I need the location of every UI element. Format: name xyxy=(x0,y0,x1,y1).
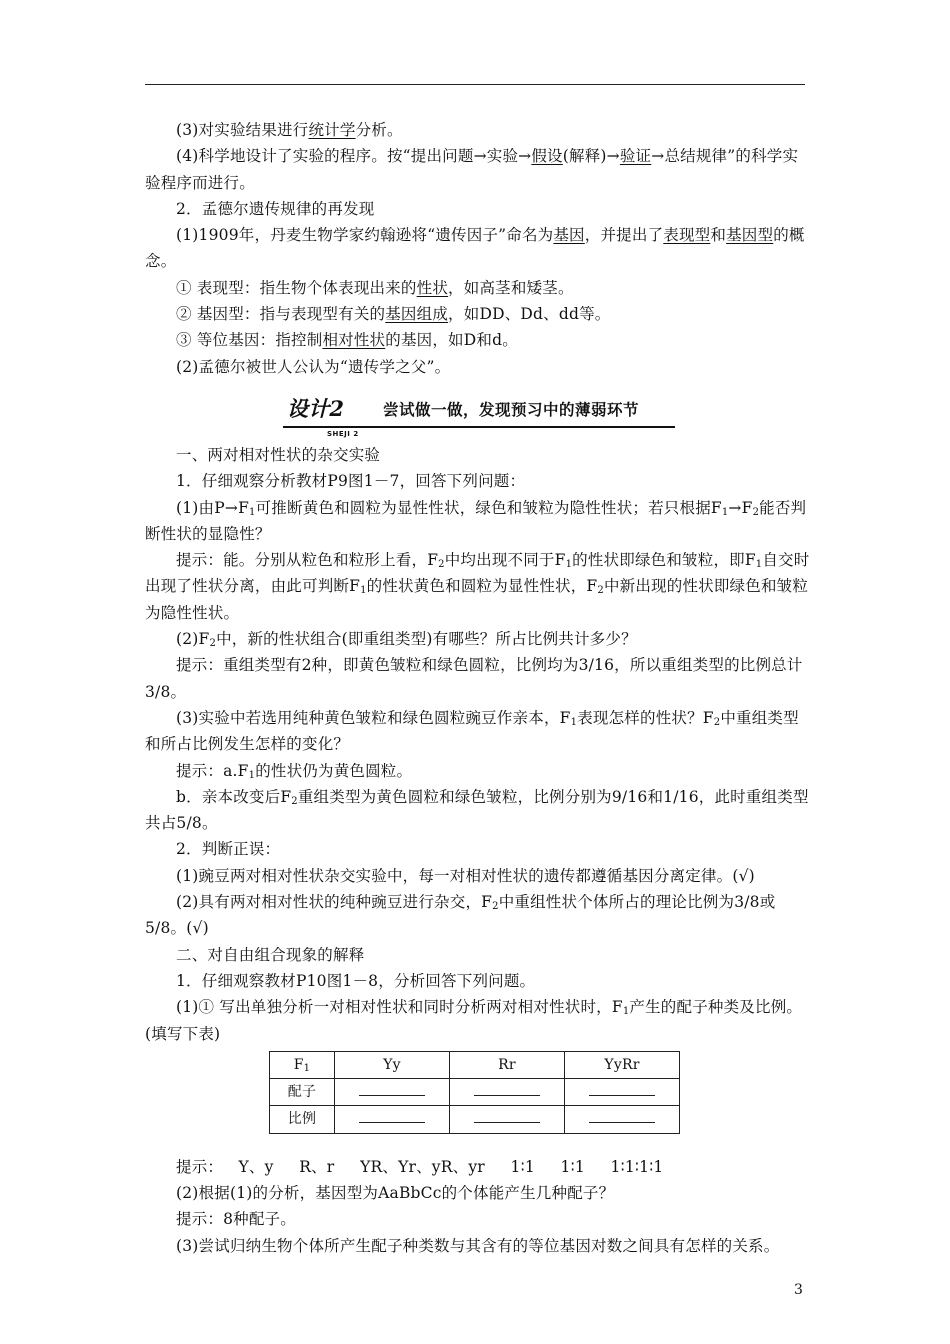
table-row xyxy=(270,1079,680,1106)
question: (3)尝试归纳生物个体所产生配子种类数与其含有的等位基因对数之间具有怎样的关系。 xyxy=(176,1236,780,1255)
section-banner xyxy=(145,384,810,440)
paragraph: 2．孟德尔遗传规律的再发现 xyxy=(176,199,375,218)
design-logo-icon xyxy=(283,395,379,438)
header-rule xyxy=(145,84,805,85)
judgment-item: (2)具有两对相对性状的纯种豌豆进行杂交，$F_2$中重组性状个体所占的理论比例为3/8或5/8。(√) xyxy=(145,893,776,938)
paragraph: ① 表现型：指生物个体表现出来的性状，如高茎和矮茎。 xyxy=(176,278,574,297)
fill-blank[interactable] xyxy=(450,1079,565,1106)
table-row-label: 比例 xyxy=(270,1106,335,1133)
logo-subtext: SHEJI 2 xyxy=(327,429,359,438)
fill-blank[interactable] xyxy=(335,1106,450,1133)
paragraph: ③ 等位基因：指控制相对性状的基因，如D和d。 xyxy=(176,331,518,350)
table-header-cell: YyRr xyxy=(565,1051,680,1078)
document-body xyxy=(145,117,810,1259)
question: 1．仔细观察分析教材P9图1－7，回答下列问题： xyxy=(176,472,526,491)
table-row xyxy=(270,1106,680,1133)
paragraph: (1)1909年，丹麦生物学家约翰逊将“遗传因子”命名为基因，并提出了表现型和基因型的概念。 xyxy=(145,226,805,271)
fill-blank[interactable] xyxy=(565,1106,680,1133)
page-number: 3 xyxy=(794,1282,803,1298)
table-header-cell: Yy xyxy=(335,1051,450,1078)
paragraph: (2)孟德尔被世人公认为“遗传学之父”。 xyxy=(176,357,451,376)
question: $(2)F_2$中，新的性状组合(即重组类型)有哪些？所占比例共计多少？ xyxy=(176,630,637,650)
answer-hint: b．亲本改变后$F_2$重组类型为黄色圆粒和绿色皱粒，比例分别为9/16和1/16，此时重组类型共占5/8。 xyxy=(145,787,809,833)
section-heading: 一、两对相对性状的杂交实验 xyxy=(176,445,381,464)
table-header-cell: Rr xyxy=(450,1051,565,1078)
table-row-label: 配子 xyxy=(270,1079,335,1106)
table-header-cell: $F_1$ xyxy=(270,1051,335,1078)
answer-hint: 提示：8种配子。 xyxy=(176,1210,296,1229)
judgment-item: (1)豌豆两对相对性状杂交实验中，每一对相对性状的遗传都遵循基因分离定律。(√) xyxy=(176,866,755,885)
answer-hint: 提示：$a.F_1$的性状仍为黄色圆粒。 xyxy=(176,761,413,781)
fill-blank[interactable] xyxy=(450,1106,565,1133)
paragraph: ② 基因型：指与表现型有关的基因组成，如DD、Dd、dd等。 xyxy=(176,305,611,324)
banner-title: 尝试做一做，发现预习中的薄弱环节 xyxy=(383,400,640,419)
question: (1)由$P\to F_1$可推断黄色和圆粒为显性性状，绿色和皱粒为隐性性状；若只根据$F_1\to F_2$能否判断性状的显隐性？ xyxy=(145,498,807,543)
answer-hint: 提示：重组类型有2种，即黄色皱粒和绿色圆粒，比例均为3/16，所以重组类型的比例总计3/8。 xyxy=(145,656,803,701)
answer-hint: 提示：能。分别从粒色和粒形上看，$F_2$中均出现不同于$F_1$的性状即绿色和皱粒，即$F_1$自交时出现了性状分离，由此可判断$F_1$的性状黄色和圆粒为显性性状，$F_2$中新出现的性状即绿色和皱粒为隐性性状。 xyxy=(145,551,810,622)
answer-hint-row: 提示： Y、y R、r YR、Yr、yR、yr 1∶1 1∶1 1∶1∶1∶1 xyxy=(176,1157,664,1176)
banner-underline xyxy=(283,426,675,428)
logo-text: 设计2 xyxy=(287,395,345,421)
table-row xyxy=(270,1051,680,1078)
question: (1)① 写出单独分析一对相对性状和同时分析两对相对性状时，$F_1$产生的配子种类及比例。(填写下表) xyxy=(145,998,803,1043)
question: (2)根据(1)的分析，基因型为AaBbCc的个体能产生几种配子？ xyxy=(176,1183,615,1202)
paragraph: (3)对实验结果进行统计学分析。 xyxy=(176,121,403,139)
question: 1．仔细观察教材P10图1－8，分析回答下列问题。 xyxy=(176,971,536,990)
paragraph: (4)科学地设计了实验的程序。按“提出问题→实验→假设(解释)→验证→总结规律”的科学实验程序而进行。 xyxy=(145,147,799,192)
fill-blank[interactable] xyxy=(565,1079,680,1106)
fill-blank[interactable] xyxy=(335,1079,450,1106)
question: 2．判断正误： xyxy=(176,840,281,859)
gamete-table xyxy=(269,1051,680,1134)
question: (3)实验中若选用纯种黄色皱粒和绿色圆粒豌豆作亲本，$F_1$表现怎样的性状？$F_2$中重组类型和所占比例发生怎样的变化？ xyxy=(145,708,799,754)
section-heading: 二、对自由组合现象的解释 xyxy=(176,945,365,964)
